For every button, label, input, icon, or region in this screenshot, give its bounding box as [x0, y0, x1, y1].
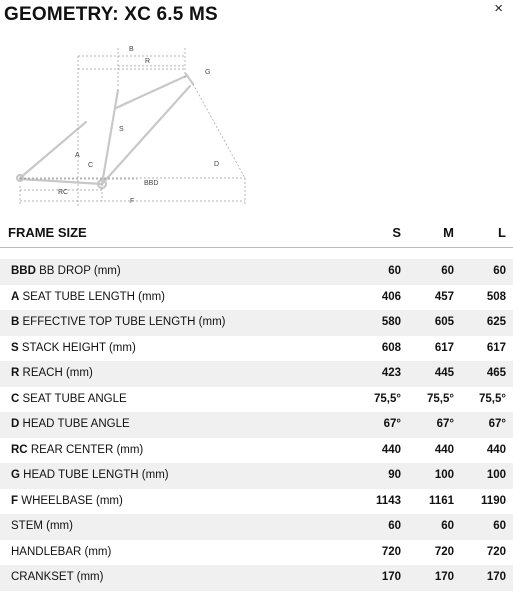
row-text: HEAD TUBE ANGLE [19, 418, 130, 430]
value-l: 625 [486, 316, 506, 328]
row-label [11, 444, 143, 456]
value-l: 67° [488, 418, 506, 430]
table-row [0, 565, 513, 591]
value-s: 440 [381, 443, 401, 456]
diagram-label-s: S [119, 126, 124, 133]
table-header [0, 219, 513, 245]
row-label [11, 418, 130, 430]
value-m: 605 [434, 316, 454, 328]
row-label [11, 495, 123, 507]
value-m: 445 [434, 367, 454, 379]
value-s: 580 [381, 316, 401, 328]
value-m: 170 [434, 571, 454, 583]
table-row [0, 259, 513, 285]
value-l: 508 [486, 290, 506, 303]
value-m: 720 [434, 545, 454, 558]
value-m: 67° [436, 418, 454, 430]
table-row [0, 438, 513, 464]
row-code: RC [11, 443, 28, 456]
geometry-table [0, 259, 513, 591]
value-s: 60 [388, 265, 401, 277]
diagram-label-r: R [145, 58, 151, 65]
row-code: BBD [11, 265, 36, 277]
close-icon[interactable]: × [494, 0, 503, 17]
header-divider [0, 247, 513, 248]
size-header-m: M [443, 224, 454, 240]
size-header-l: L [498, 224, 506, 240]
diagram-label-g: G [205, 69, 211, 76]
table-row [0, 514, 513, 540]
row-text: REACH (mm) [19, 367, 93, 379]
row-text: EFFECTIVE TOP TUBE LENGTH (mm) [19, 316, 226, 328]
row-label [11, 316, 226, 328]
row-text: SEAT TUBE LENGTH (mm) [19, 290, 165, 303]
frame-size-label: FRAME SIZE [8, 224, 87, 240]
row-code: R [11, 367, 20, 379]
row-text: CRANKSET (mm) [11, 571, 104, 583]
diagram-label-rc: RC [58, 189, 69, 196]
row-label [11, 546, 111, 558]
row-label [11, 469, 169, 481]
value-l: 75,5° [479, 392, 506, 405]
row-label [11, 342, 136, 354]
table-row [0, 489, 513, 515]
value-l: 440 [486, 443, 506, 456]
table-row [0, 285, 513, 311]
value-l: 60 [493, 265, 506, 277]
value-l: 465 [486, 367, 506, 379]
row-text: WHEELBASE (mm) [18, 494, 123, 507]
value-s: 170 [381, 571, 401, 583]
value-l: 170 [486, 571, 506, 583]
row-text: HEAD TUBE LENGTH (mm) [19, 469, 169, 481]
row-label [11, 393, 127, 405]
row-code: D [11, 418, 20, 430]
row-label [11, 571, 103, 583]
size-header-s: S [392, 224, 401, 240]
table-row [0, 412, 513, 438]
value-s: 75,5° [374, 392, 401, 405]
value-s: 406 [381, 290, 401, 303]
row-code: F [11, 494, 19, 507]
row-text: BB DROP (mm) [35, 265, 121, 277]
row-code: C [11, 392, 20, 405]
value-s: 60 [388, 520, 401, 532]
row-text: STACK HEIGHT (mm) [18, 341, 136, 354]
page-title: GEOMETRY: XC 6.5 MS [4, 4, 218, 25]
frame-geometry-diagram [0, 38, 260, 214]
row-code: B [11, 316, 20, 328]
table-row [0, 336, 513, 362]
value-s: 608 [381, 341, 401, 354]
diagram-label-f: F [130, 198, 135, 205]
diagram-label-a: A [75, 152, 80, 159]
value-l: 100 [486, 469, 506, 481]
value-s: 67° [383, 418, 401, 430]
value-l: 617 [486, 341, 506, 354]
value-s: 720 [381, 545, 401, 558]
diagram-label-d: D [214, 161, 220, 168]
row-label [11, 520, 73, 532]
value-m: 60 [441, 520, 454, 532]
value-m: 457 [434, 290, 454, 303]
row-code: G [11, 469, 20, 481]
table-row [0, 463, 513, 489]
value-m: 100 [434, 469, 454, 481]
table-row [0, 310, 513, 336]
value-m: 440 [434, 443, 454, 456]
value-l: 60 [493, 520, 506, 532]
table-row [0, 387, 513, 413]
value-l: 720 [486, 545, 506, 558]
table-row [0, 540, 513, 566]
row-text: SEAT TUBE ANGLE [19, 392, 127, 405]
row-text: REAR CENTER (mm) [27, 443, 144, 456]
row-label [11, 265, 121, 277]
diagram-label-b: B [129, 46, 134, 53]
row-code: S [11, 341, 19, 354]
value-s: 90 [388, 469, 401, 481]
row-text: STEM (mm) [11, 520, 73, 532]
value-m: 60 [441, 265, 454, 277]
row-code: A [11, 290, 20, 303]
diagram-label-c: C [88, 162, 94, 169]
row-label [11, 291, 165, 303]
table-row [0, 361, 513, 387]
value-l: 1190 [481, 494, 506, 507]
value-s: 423 [381, 367, 401, 379]
value-m: 1161 [429, 494, 454, 507]
value-s: 1143 [376, 494, 401, 507]
value-m: 617 [434, 341, 454, 354]
row-text: HANDLEBAR (mm) [11, 545, 112, 558]
diagram-label-bbd: BBD [144, 180, 159, 187]
row-label [11, 367, 93, 379]
value-m: 75,5° [427, 392, 454, 405]
